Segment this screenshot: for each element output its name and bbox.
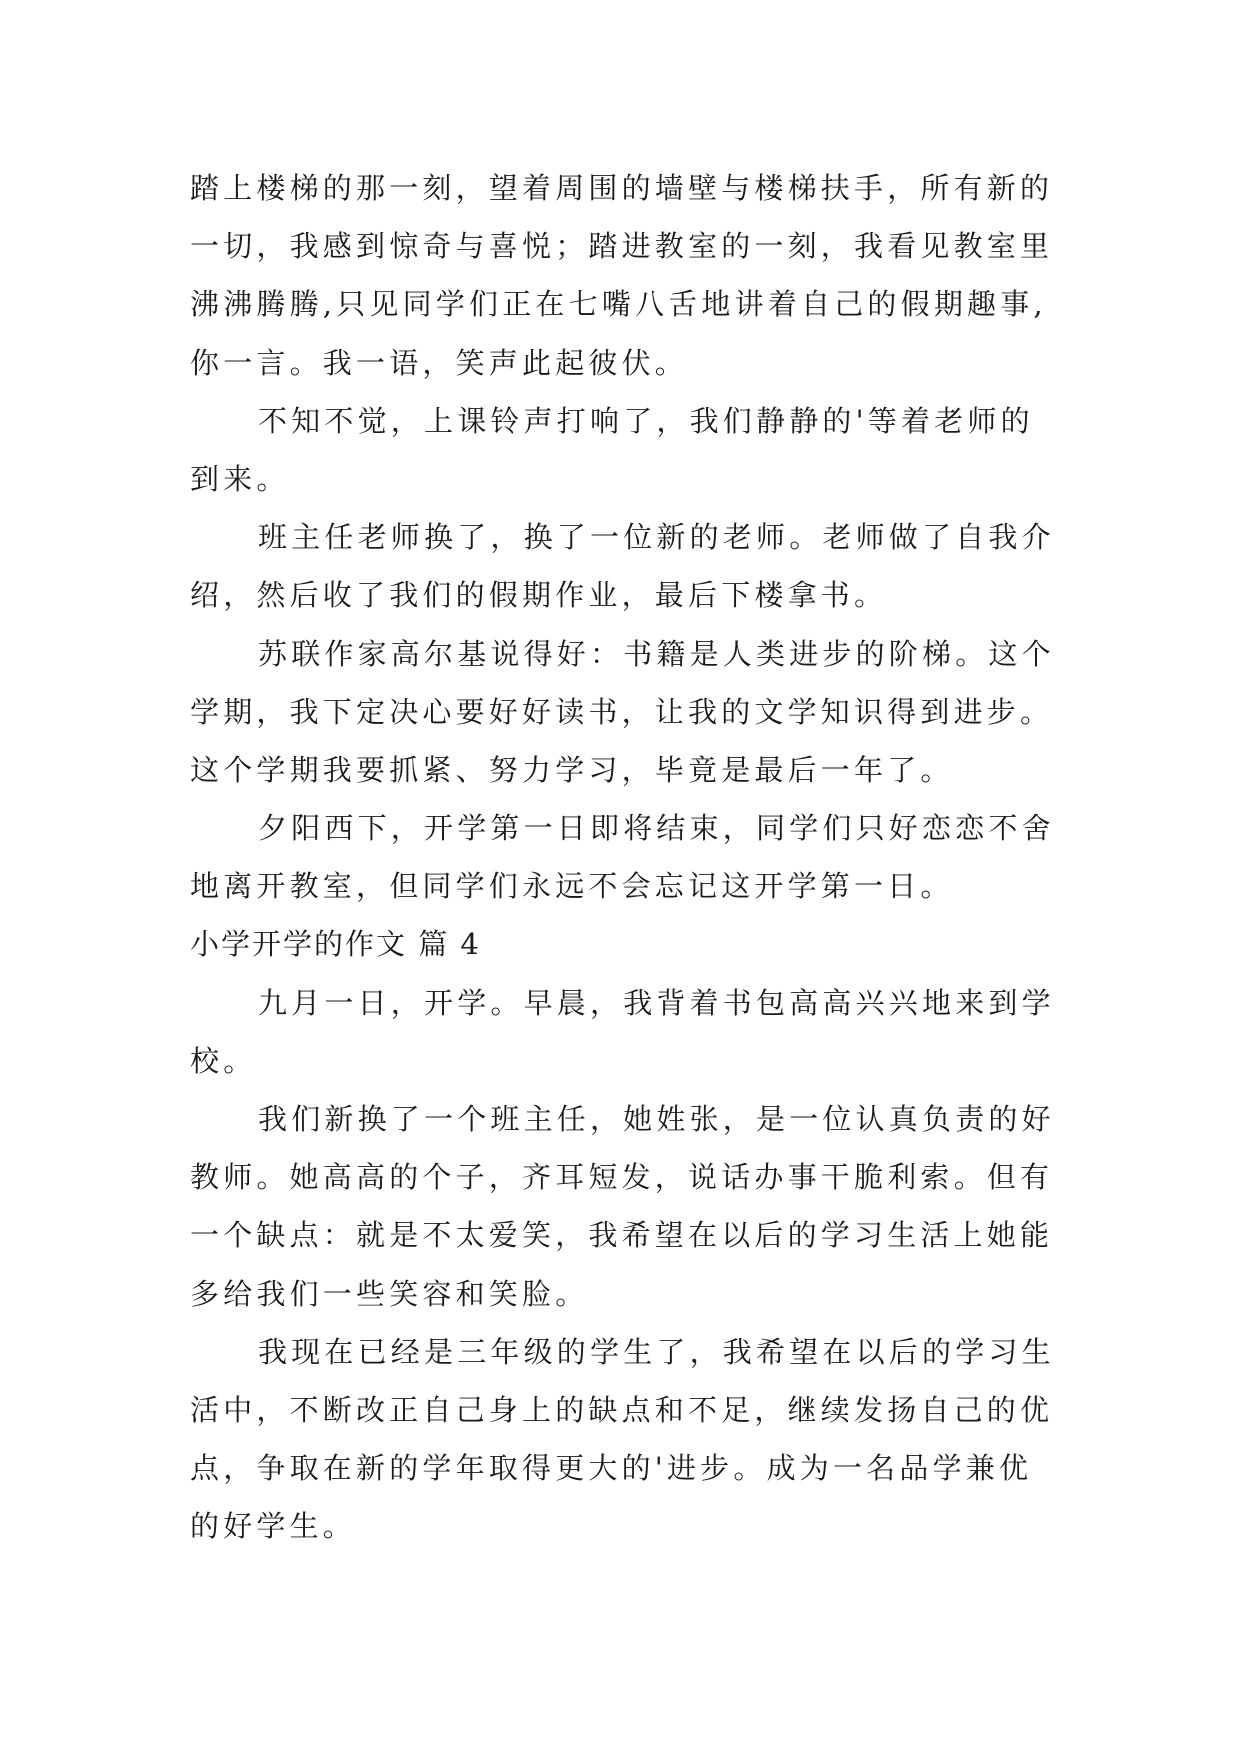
text-line: 班主任老师换了，换了一位新的老师。老师做了自我介 [258,520,1055,555]
text-line: 这个学期我要抓紧、努力学习，毕竟是最后一年了。 [190,752,954,787]
text-line: 校。 [190,1043,257,1078]
text-line: 学期，我下定决心要好好读书，让我的文学知识得到进步。 [190,694,1054,729]
text-line: 一切，我感到惊奇与喜悦；踏进教室的一刻，我看见教室里 [190,229,1054,264]
text-line: 沸沸腾腾,只见同学们正在七嘴八舌地讲着自己的假期趣事, [190,287,1047,322]
text-line: 多给我们一些笑容和笑脸。 [190,1276,589,1311]
text-line: 绍，然后收了我们的假期作业，最后下楼拿书。 [190,578,888,613]
text-line: 一个缺点：就是不太爱笑，我希望在以后的学习生活上她能 [190,1218,1054,1253]
text-line: 夕阳西下，开学第一日即将结束，同学们只好恋恋不舍 [258,811,1055,846]
text-line: 到来。 [190,461,290,496]
text-line: 九月一日，开学。早晨，我背着书包高高兴兴地来到学 [258,985,1055,1020]
text-line: 的好学生。 [190,1509,357,1544]
text-line: 我们新换了一个班主任，她姓张，是一位认真负责的好 [258,1102,1055,1136]
text-line: 不知不觉，上课铃声打响了，我们静静的'等着老师的 [258,403,1034,438]
text-line: 地离开教室，但同学们永远不会忘记这开学第一日。 [190,869,954,904]
text-line: 踏上楼梯的那一刻，望着周围的墙壁与楼梯扶手，所有新的 [190,171,1054,205]
text-line: 活中，不断改正自己身上的缺点和不足，继续发扬自己的优 [190,1392,1054,1427]
section-heading: 小学开学的作文 篇 4 [190,927,481,962]
text-line: 你一言。我一语，笑声此起彼伏。 [190,345,689,380]
text-line: 我现在已经是三年级的学生了，我希望在以后的学习生 [258,1334,1055,1369]
text-line: 点，争取在新的学年取得更大的'进步。成为一名品学兼优 [190,1451,1033,1486]
text-line: 苏联作家高尔基说得好：书籍是人类进步的阶梯。这个 [258,636,1055,671]
text-line: 教师。她高高的个子，齐耳短发，说话办事干脆利索。但有 [190,1160,1054,1195]
essay-body [190,159,1090,1556]
